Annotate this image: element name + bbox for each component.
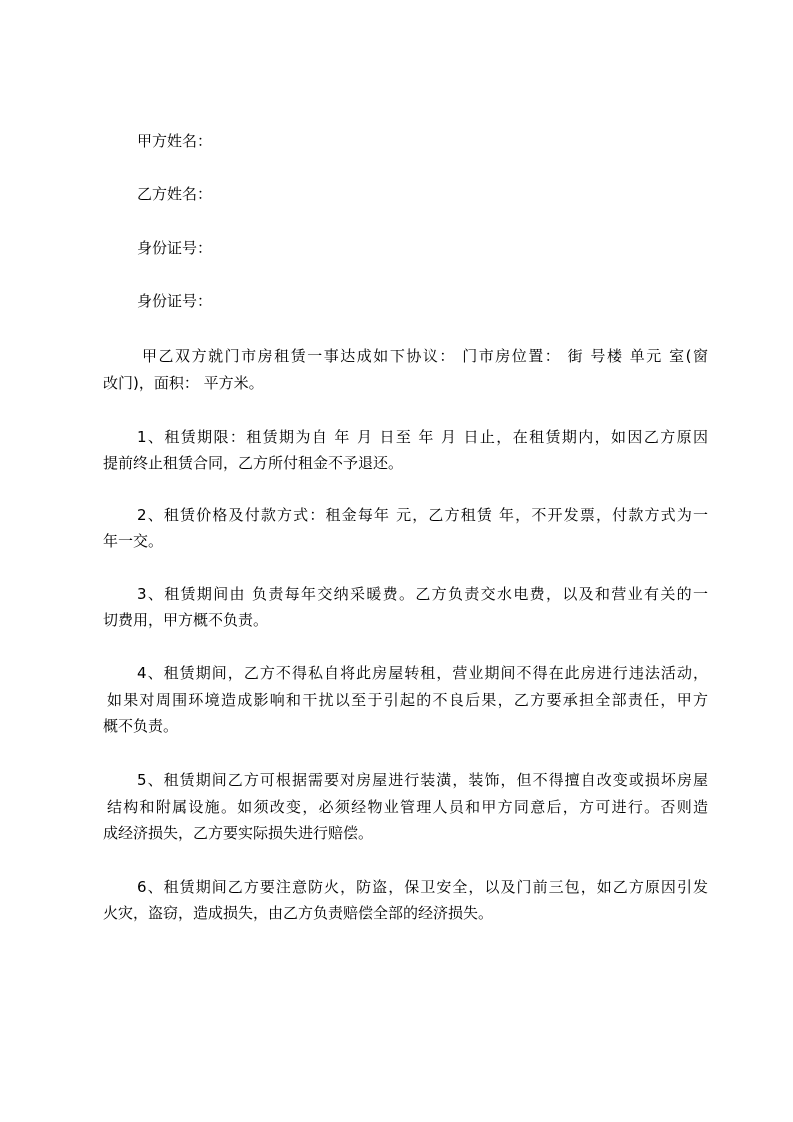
paragraph-line: 如果对周围环境造成影响和干扰以至于引起的不良后果，乙方要承担全部责任，甲方 [107, 691, 708, 709]
paragraph-line: 提前终止租赁合同，乙方所付租金不予退还。 [103, 454, 404, 472]
paragraph-line: 结构和附属设施。如须改变，必须经物业管理人员和甲方同意后，方可进行。否则造 [107, 798, 708, 816]
party-a-name-label: 甲方姓名： [137, 132, 213, 150]
paragraph-line: 4、租赁期间，乙方不得私自将此房屋转租，营业期间不得在此房进行违法活动， [137, 664, 708, 682]
paragraph-line: 改门)，面积： 平方米。 [103, 374, 264, 392]
paragraph-line: 1、租赁期限：租赁期为自 年 月 日至 年 月 日止，在租赁期内，如因乙方原因 [137, 428, 708, 446]
paragraph-line: 5、租赁期间乙方可根据需要对房屋进行装潢，装饰，但不得擅自改变或损坏房屋 [137, 771, 708, 789]
party-b-name-label: 乙方姓名： [137, 185, 213, 203]
paragraph-line: 火灾，盗窃，造成损失，由乙方负责赔偿全部的经济损失。 [103, 904, 494, 922]
id-number-label-a: 身份证号： [137, 239, 213, 257]
paragraph-line: 2、租赁价格及付款方式：租金每年 元，乙方租赁 年，不开发票，付款方式为一 [137, 506, 708, 524]
paragraph-line: 6、租赁期间乙方要注意防火，防盗，保卫安全，以及门前三包，如乙方原因引发 [137, 878, 708, 896]
paragraph-line: 3、租赁期间由 负责每年交纳采暖费。乙方负责交水电费，以及和营业有关的一 [137, 585, 708, 603]
paragraph-line: 甲乙双方就门市房租赁一事达成如下协议： 门市房位置： 街 号楼 单元 室(窗 [142, 347, 708, 365]
paragraph-line: 年一交。 [103, 532, 164, 550]
paragraph-line: 切费用，甲方概不负责。 [103, 611, 269, 629]
paragraph-line: 成经济损失，乙方要实际损失进行赔偿。 [103, 824, 374, 842]
paragraph-line: 概不负责。 [103, 717, 179, 735]
id-number-label-b: 身份证号： [137, 292, 213, 310]
